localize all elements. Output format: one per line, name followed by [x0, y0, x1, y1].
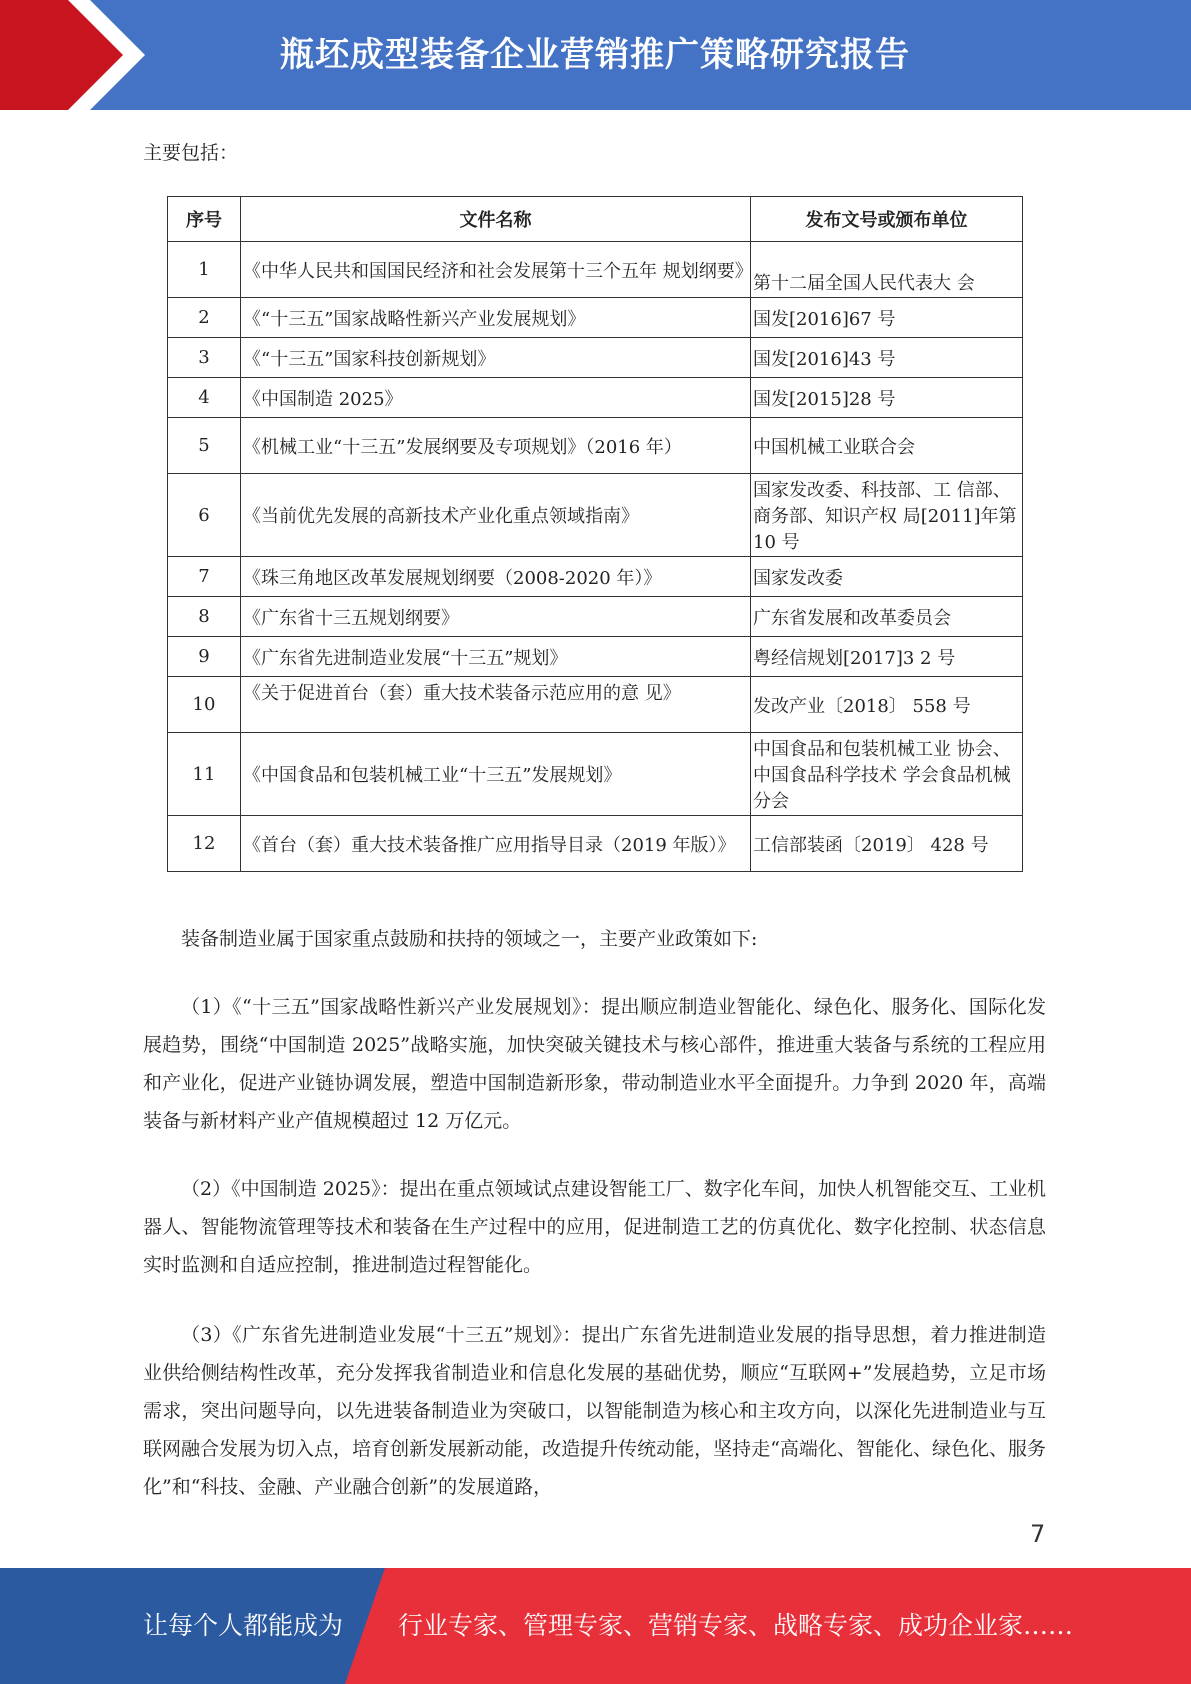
- table-row: [168, 242, 1023, 298]
- row-file-name: 《“十三五”国家战略性新兴产业发展规划》: [241, 298, 751, 338]
- body-paragraph: 装备制造业属于国家重点鼓励和扶持的领域之一，主要产业政策如下:: [181, 928, 758, 950]
- row-file-name: 《广东省先进制造业发展“十三五”规划》: [241, 637, 751, 677]
- table-row: [168, 474, 1023, 557]
- row-num: 1: [168, 242, 241, 298]
- row-num: 5: [168, 418, 241, 474]
- row-num: 11: [168, 733, 241, 816]
- footer-slogan-right: 行业专家、管理专家、营销专家、战略专家、成功企业家……: [398, 1611, 1074, 1640]
- row-issuer: 广东省发展和改革委员会: [751, 597, 1023, 637]
- row-num: 6: [168, 474, 241, 557]
- row-issuer: 国发[2016]43 号: [751, 338, 1023, 378]
- row-num: 12: [168, 816, 241, 872]
- row-file-name: 《中国制造 2025》: [241, 378, 751, 418]
- table-row: [168, 816, 1023, 872]
- intro-text: 主要包括：: [143, 142, 239, 164]
- table-header-row: [168, 197, 1023, 242]
- row-file-name: 《“十三五”国家科技创新规划》: [241, 338, 751, 378]
- row-num: 3: [168, 338, 241, 378]
- row-issuer: 国家发改委: [751, 557, 1023, 597]
- table-row: [168, 557, 1023, 597]
- page-number: 7: [1030, 1520, 1046, 1548]
- row-issuer: 发改产业〔2018〕 558 号: [751, 677, 1023, 733]
- policy-table: [167, 196, 1023, 872]
- page-header: [0, 0, 1191, 110]
- body-paragraph: （3）《广东省先进制造业发展“十三五”规划》：提出广东省先进制造业发展的指导思想，着力推进制造业供给侧结构性改革，充分发挥我省制造业和信息化发展的基础优势，顺应“互联网+”发展趋势，立足市场需求，突出问题导向，以先进装备制造业为突破口，以智能制造为核心和主攻方向，以深化先进制造业与互联网融合发展为切入点，培育创新发展新动能，改造提升传统动能，坚持走“高端化、智能化、绿色化、服务化”和“科技、金融、产业融合创新”的发展道路，: [143, 1324, 1046, 1498]
- body-paragraph: （2）《中国制造 2025》：提出在重点领域试点建设智能工厂、数字化车间，加快人机智能交互、工业机器人、智能物流管理等技术和装备在生产过程中的应用，促进制造工艺的仿真优化、数字化控制、状态信息实时监测和自适应控制，推进制造过程智能化。: [143, 1178, 1046, 1276]
- col-header-name: 文件名称: [241, 197, 751, 242]
- col-header-num: 序号: [168, 197, 241, 242]
- row-issuer: 粤经信规划[2017]3 2 号: [751, 637, 1023, 677]
- table-row: [168, 677, 1023, 733]
- table-row: [168, 378, 1023, 418]
- col-header-issuer: 发布文号或颁布单位: [751, 197, 1023, 242]
- row-issuer: 工信部装函〔2019〕 428 号: [751, 816, 1023, 872]
- header-chevron-decoration: [0, 0, 160, 110]
- page-footer: [0, 1568, 1191, 1684]
- table-row: [168, 418, 1023, 474]
- row-file-name: 《珠三角地区改革发展规划纲要（2008-2020 年）》: [241, 557, 751, 597]
- body-paragraph: （1）《“十三五”国家战略性新兴产业发展规划》：提出顺应制造业智能化、绿色化、服务化、国际化发展趋势，围绕“中国制造 2025”战略实施，加快突破关键技术与核心部件，推进重大装备与系统的工程应用和产业化，促进产业链协调发展，塑造中国制造新形象，带动制造业水平全面提升。力争到 2020 年，高端装备与新材料产业产值规模超过 12 万亿元。: [143, 996, 1046, 1132]
- row-num: 7: [168, 557, 241, 597]
- row-issuer: 国发[2015]28 号: [751, 378, 1023, 418]
- table-row: [168, 338, 1023, 378]
- row-num: 8: [168, 597, 241, 637]
- row-issuer: 中国食品和包装机械工业 协会、中国食品科学技术 学会食品机械分会: [751, 733, 1023, 816]
- table-row: [168, 298, 1023, 338]
- row-file-name: 《机械工业“十三五”发展纲要及专项规划》（2016 年）: [241, 418, 751, 474]
- row-file-name: 《当前优先发展的高新技术产业化重点领域指南》: [241, 474, 751, 557]
- row-num: 10: [168, 677, 241, 733]
- row-file-name: 《中国食品和包装机械工业“十三五”发展规划》: [241, 733, 751, 816]
- row-issuer: 国家发改委、科技部、工 信部、商务部、知识产权 局[2011]年第 10 号: [751, 474, 1023, 557]
- table-row: [168, 733, 1023, 816]
- table-row: [168, 597, 1023, 637]
- report-title: 瓶坯成型装备企业营销推广策略研究报告: [280, 35, 910, 75]
- row-issuer: 国发[2016]67 号: [751, 298, 1023, 338]
- row-file-name: 《广东省十三五规划纲要》: [241, 597, 751, 637]
- row-issuer: 第十二届全国人民代表大 会: [751, 242, 1023, 298]
- row-num: 9: [168, 637, 241, 677]
- row-num: 4: [168, 378, 241, 418]
- footer-slogan-left: 让每个人都能成为: [143, 1611, 344, 1640]
- row-issuer: 中国机械工业联合会: [751, 418, 1023, 474]
- row-file-name: 《首台（套）重大技术装备推广应用指导目录（2019 年版）》: [241, 816, 751, 872]
- row-num: 2: [168, 298, 241, 338]
- table-row: [168, 637, 1023, 677]
- row-file-name: 《关于促进首台（套）重大技术装备示范应用的意 见》: [241, 677, 751, 733]
- row-file-name: 《中华人民共和国国民经济和社会发展第十三个五年 规划纲要》: [241, 242, 751, 298]
